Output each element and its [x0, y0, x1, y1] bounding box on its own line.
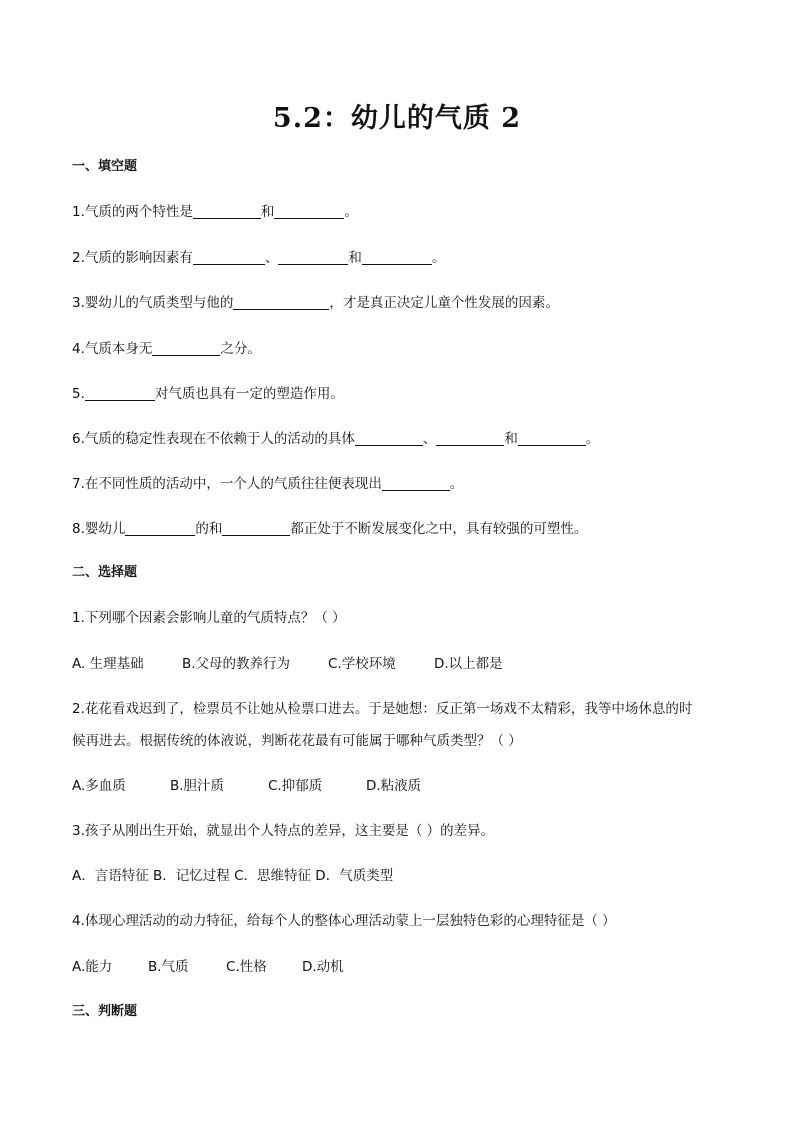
question-text: 都正处于不断发展变化之中，具有较强的可塑性。	[290, 521, 588, 537]
question-text: 8.婴幼儿	[72, 521, 126, 537]
question-text: 4.气质本身无	[72, 341, 153, 357]
answer-blank[interactable]	[518, 430, 586, 446]
section-judge-heading: 三、判断题	[72, 1004, 138, 1019]
option-b[interactable]: B.父母的教养行为	[182, 656, 291, 672]
question-text: 、	[264, 250, 279, 266]
answer-blank[interactable]	[85, 385, 155, 401]
question-text: 和	[260, 204, 275, 220]
option-c[interactable]: C.抑郁质	[268, 778, 323, 794]
choice-question-1-options	[72, 654, 732, 674]
option-c[interactable]: C.学校环境	[328, 656, 396, 672]
question-text: 和	[504, 431, 518, 447]
fill-question-1	[72, 202, 732, 222]
question-text: 5.	[72, 386, 85, 402]
option-a[interactable]: A. 生理基础	[72, 656, 144, 672]
question-text: 1.气质的两个特性是	[72, 204, 193, 220]
choice-question-2-stem-line-2: 候再进去。根据传统的体液说，判断花花最有可能属于哪种气质类型？（ ）	[72, 733, 522, 749]
question-text: 的和	[195, 521, 223, 537]
answer-blank[interactable]	[436, 430, 504, 446]
option-d[interactable]: D.动机	[302, 959, 344, 975]
answer-blank[interactable]	[193, 249, 265, 265]
option-a[interactable]: A.多血质	[72, 778, 126, 794]
choice-question-1-stem: 1.下列哪个因素会影响儿童的气质特点？（ ）	[72, 610, 346, 626]
question-text: 。	[449, 476, 464, 492]
question-text: 和	[348, 250, 362, 266]
fill-question-7	[72, 474, 732, 494]
fill-question-8	[72, 519, 732, 539]
question-text: 之分。	[220, 341, 261, 357]
question-text: 。	[431, 250, 446, 266]
question-text: 7.在不同性质的活动中，一个人的气质往往便表现出	[72, 476, 382, 492]
fill-question-6	[72, 429, 732, 449]
answer-blank[interactable]	[125, 520, 195, 536]
answer-blank[interactable]	[152, 340, 220, 356]
option-b[interactable]: B.胆汁质	[170, 778, 225, 794]
answer-blank[interactable]	[355, 430, 423, 446]
option-a[interactable]: A.能力	[72, 959, 113, 975]
answer-blank[interactable]	[193, 203, 261, 219]
question-text: 对气质也具有一定的塑造作用。	[154, 386, 344, 402]
question-text: 3.婴幼儿的气质类型与他的	[72, 295, 234, 311]
question-text: 6.气质的稳定性表现在不依赖于人的活动的具体	[72, 431, 355, 447]
fill-question-3	[72, 293, 732, 313]
option-c[interactable]: C.性格	[226, 959, 267, 975]
page-title: 5.2：幼儿的气质 2	[272, 103, 522, 134]
choice-question-2-options	[72, 776, 732, 796]
choice-question-2-stem-line-1: 2.花花看戏迟到了，检票员不让她从检票口进去。于是她想：反正第一场戏不太精彩，我等中场休息的时	[72, 701, 693, 717]
option-b[interactable]: B.气质	[148, 959, 189, 975]
question-text: ，才是真正决定儿童个性发展的因素。	[329, 295, 559, 311]
answer-blank[interactable]	[382, 475, 450, 491]
choice-question-4-stem: 4.体现心理活动的动力特征，给每个人的整体心理活动蒙上一层独特色彩的心理特征是（ ）	[72, 913, 616, 929]
fill-question-4	[72, 339, 732, 359]
choice-question-3-options[interactable]: A．言语特征 B．记忆过程 C．思维特征 D．气质类型	[72, 868, 394, 884]
fill-question-5	[72, 384, 732, 404]
choice-question-3-stem: 3.孩子从刚出生开始，就显出个人特点的差异，这主要是（ ）的差异。	[72, 823, 495, 839]
section-choice-heading: 二、选择题	[72, 565, 138, 580]
option-d[interactable]: D.以上都是	[434, 656, 503, 672]
option-d[interactable]: D.粘液质	[366, 778, 422, 794]
question-text: 。	[344, 204, 358, 220]
answer-blank[interactable]	[278, 249, 348, 265]
question-text: 、	[422, 431, 437, 447]
answer-blank[interactable]	[222, 520, 290, 536]
answer-blank[interactable]	[362, 249, 432, 265]
fill-question-2	[72, 248, 732, 268]
choice-question-4-options	[72, 957, 732, 977]
question-text: 。	[585, 431, 600, 447]
answer-blank[interactable]	[233, 294, 329, 310]
section-fill-in-heading: 一、填空题	[72, 159, 138, 174]
answer-blank[interactable]	[274, 203, 344, 219]
question-text: 2.气质的影响因素有	[72, 250, 193, 266]
